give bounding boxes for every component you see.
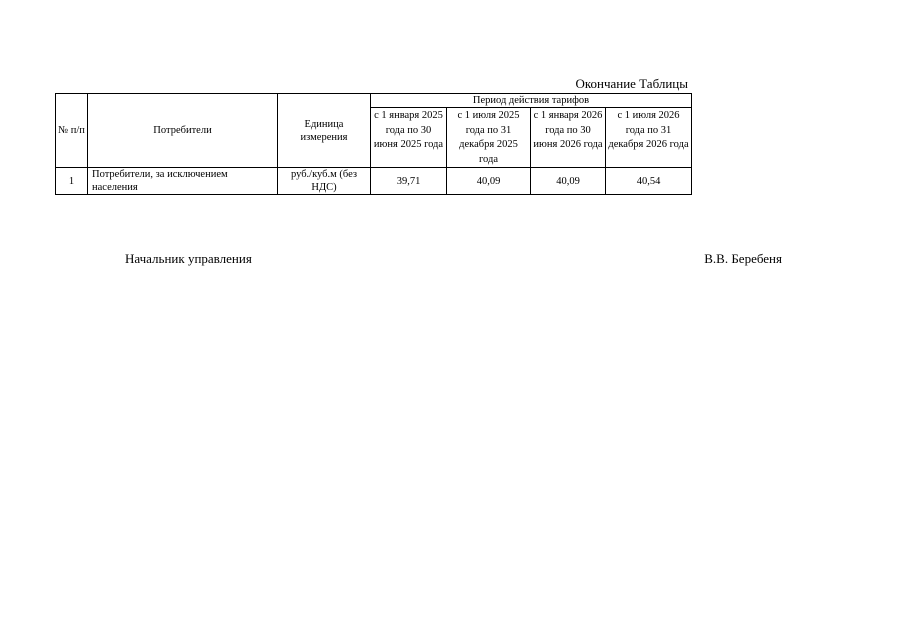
header-row xyxy=(56,94,692,108)
row-number: 1 xyxy=(56,168,88,195)
header-period-group: Период действия тарифов xyxy=(371,94,692,108)
row-unit: руб./куб.м (без НДС) xyxy=(278,168,371,195)
row-value-1: 39,71 xyxy=(371,168,447,195)
row-value-2: 40,09 xyxy=(447,168,531,195)
row-value-3: 40,09 xyxy=(531,168,606,195)
header-period-2: с 1 июля 2025 года по 31 декабря 2025 года xyxy=(447,108,531,168)
signature-position: Начальник управления xyxy=(125,251,252,266)
table-row xyxy=(56,168,692,195)
row-consumer: Потребители, за исключением населения xyxy=(88,168,278,195)
header-consumers: Потребители xyxy=(88,94,278,168)
header-period-3: с 1 января 2026 года по 30 июня 2026 года xyxy=(531,108,606,168)
header-period-1: с 1 января 2025 года по 30 июня 2025 года xyxy=(371,108,447,168)
header-number: № п/п xyxy=(56,94,88,168)
row-value-4: 40,54 xyxy=(606,168,692,195)
tariff-table xyxy=(55,93,692,195)
signature-name: В.В. Беребеня xyxy=(704,251,782,266)
header-unit: Единица измерения xyxy=(278,94,371,168)
table-caption: Окончание Таблицы xyxy=(575,76,688,91)
header-period-4: с 1 июля 2026 года по 31 декабря 2026 года xyxy=(606,108,692,168)
